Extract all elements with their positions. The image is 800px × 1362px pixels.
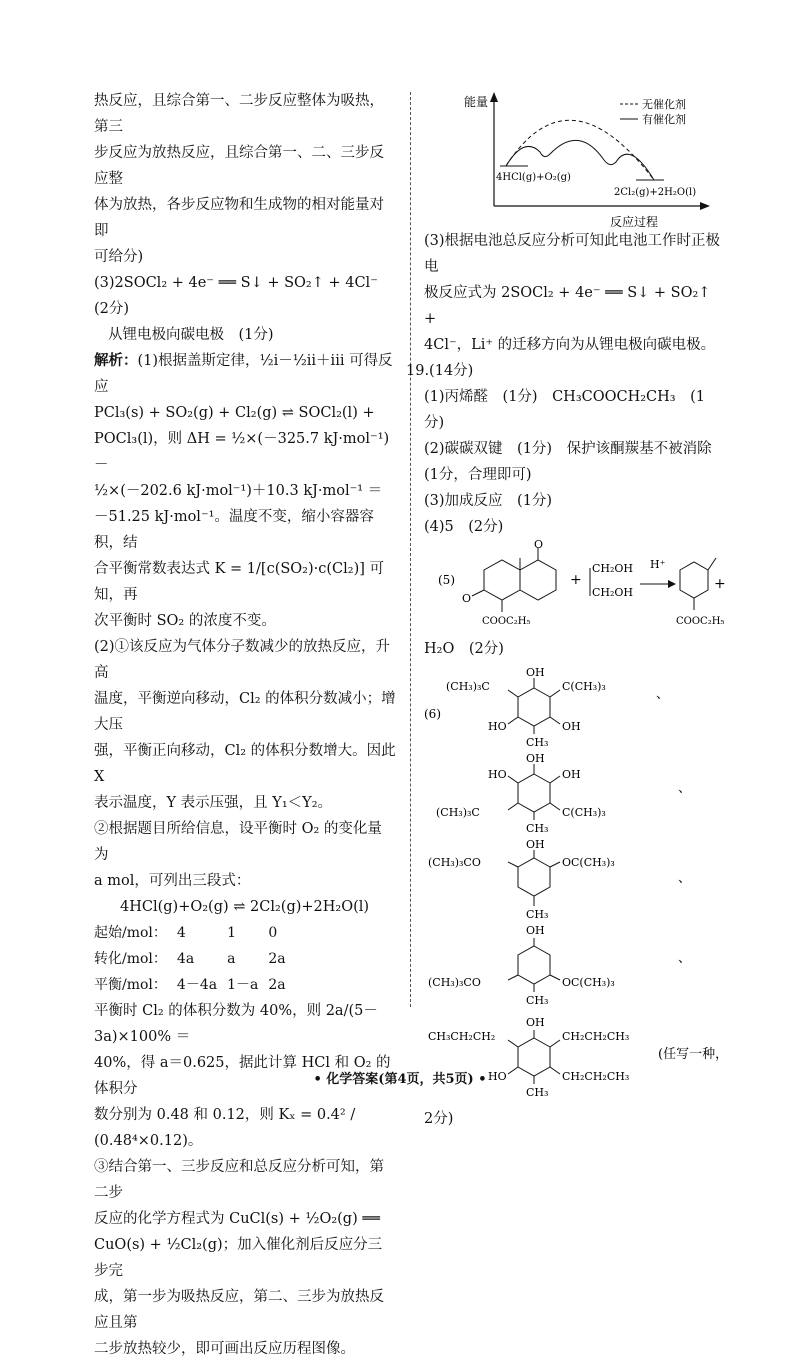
separator: 、 [678,781,692,796]
plus-sign: + [570,572,582,588]
text-line: 反应的化学方程式为 CuCl(s) + ½O₂(g) ══ [94,1211,380,1227]
ester-label-2: COOC₂H₅ [676,616,725,627]
text-line: 温度，平衡逆向移动，Cl₂ 的体积分数减小；增大压 [94,691,396,733]
text-line: 表示温度，Y 表示压强，且 Y₁＜Y₂。 [94,795,333,811]
text-line: ½×(－202.6 kJ·mol⁻¹)＋10.3 kJ·mol⁻¹ ＝ [94,483,383,499]
s5-oh: OH [526,1016,545,1029]
table-row: 平衡/mol： 4－4a 1－a 2a [94,977,286,993]
right-column [406,88,729,1132]
text-line: 极反应式为 2SOCl₂ + 4e⁻ ══ S↓ + SO₂↑ + [424,285,711,327]
product-molecule [680,558,716,610]
text-line: 平衡时 Cl₂ 的体积分数为 40%，则 2a/(5－3a)×100% ＝ [94,1003,378,1045]
reactants-label: 4HCl(g)+O₂(g) [496,172,571,183]
s5-ch3: CH₃ [526,1086,549,1099]
reagent-bottom: CH₂OH [592,586,634,599]
s5-tl: CH₃CH₂CH₂ [428,1030,496,1043]
s1-tr: C(CH₃)₃ [562,680,606,693]
legend-solid: 有催化剂 [642,113,686,126]
reaction-arrowhead [668,580,676,588]
text-line: PCl₃(s) + SO₂(g) + Cl₂(g) ⇌ SOCl₂(l) + [94,405,375,421]
item-5-label: (5) [438,573,455,587]
text-line: 热反应，且综合第一、二步反应整体为吸热，第三 [94,93,384,135]
text-line: 强，平衡正向移动，Cl₂ 的体积分数增大。因此 X [94,743,396,785]
text-line: 可给分) [94,249,144,265]
text-line: CuO(s) + ½Cl₂(g)；加入催化剂后反应分三步完 [94,1237,383,1279]
answer-3-equation: (3)2SOCl₂ + 4e⁻ ══ S↓ + SO₂↑ + 4Cl⁻ (2分) [94,275,393,317]
text-line: 40%，得 a＝0.625，据此计算 HCl 和 O₂ 的体积分 [94,1055,391,1097]
ketone-o: O [534,538,544,551]
s1-ho: HO [488,720,507,733]
column-divider [410,92,411,1007]
products-label: 2Cl₂(g)+2H₂O(l) [614,187,697,198]
ice-equation: 4HCl(g)+O₂(g) ⇌ 2Cl₂(g)+2H₂O(l) [120,899,370,915]
s4-l: (CH₃)₃CO [428,976,481,989]
s4-oh: OH [526,924,545,937]
table-row: 转化/mol： 4a a 2a [94,951,286,967]
text-line: (2)碳碳双键 (1分) 保护该酮羰基不被消除 [424,441,712,457]
structure-3 [508,850,560,906]
ester-label-1: COOC₂H₅ [482,616,531,627]
s3-ch3: CH₃ [526,908,549,921]
x-axis-label: 反应过程 [610,215,659,229]
left-column [94,88,396,1362]
separator: 、 [656,687,670,702]
score-note: 2分) [424,1111,454,1127]
s5-ho: HO [488,1070,507,1083]
text-line: (3)根据电池总反应分析可知此电池工作时正极电 [424,233,721,275]
table-row: 起始/mol： 4 1 0 [94,925,278,941]
s2-br: C(CH₃)₃ [562,806,606,819]
s5-tr: CH₂CH₂CH₃ [562,1030,630,1043]
s2-oh-t: OH [526,752,545,765]
s1-oh-top: OH [526,666,545,679]
s1-tl: (CH₃)₃C [446,680,490,693]
y-axis-arrow [490,92,498,102]
plus-sign-2: + [714,576,726,592]
text-line: POCl₃(l)，则 ΔH = ½×(－325.7 kJ·mol⁻¹)－ [94,431,390,473]
text-line: 合平衡常数表达式 K = 1/[c(SO₂)·c(Cl₂)] 可知，再 [94,561,384,603]
s5-br: CH₂CH₂CH₃ [562,1070,630,1083]
text-line: 次平衡时 SO₂ 的浓度不变。 [94,613,276,629]
question-19-heading: 19.(14分) [406,363,474,379]
analysis-label: 解析： [94,352,138,369]
x-axis-arrow [700,202,710,210]
s2-bl: (CH₃)₃C [436,806,480,819]
s3-oh: OH [526,838,545,851]
any-one-note: (任写一种， [658,1047,729,1062]
text-line: (4)5 (2分) [424,519,504,535]
y-axis-label: 能量 [464,95,489,109]
text-line: 数分别为 0.48 和 0.12，则 Kₓ = 0.4² / (0.48⁴×0.12)。 [94,1107,356,1149]
structure-4 [508,938,560,992]
analysis-line: 解析：(1)根据盖斯定律，½i－½ii＋iii 可得反应 [94,352,393,395]
s4-ch3: CH₃ [526,994,549,1007]
legend-dashed: 无催化剂 [642,98,686,111]
text-line: 成，第一步为吸热反应，第二、三步为放热反应且第 [94,1289,384,1331]
s1-ch3: CH₃ [526,736,549,749]
reaction-scheme [424,540,724,636]
s3-l: (CH₃)₃CO [428,856,481,869]
text-line: ②根据题目所给信息，设平衡时 O₂ 的变化量为 [94,821,382,863]
enone-o: O [462,592,472,605]
structure-1 [508,678,560,734]
page-footer: • 化学答案(第4页，共5页) • [313,1072,487,1087]
reagent-top: CH₂OH [592,562,634,575]
text-line: (2)①该反应为气体分子数减少的放热反应，升高 [94,639,391,681]
reactant-molecule [472,548,556,612]
item-6-label: (6) [424,707,441,721]
text-line: 二步放热较少，即可画出反应历程图像。 [94,1341,355,1357]
text-line: －51.25 kJ·mol⁻¹。温度不变，缩小容器容积，结 [94,509,374,551]
ice-table [94,920,296,998]
answer-3-direction: 从锂电极向碳电极 (1分) [108,327,274,343]
s4-r: OC(CH₃)₃ [562,976,615,989]
s2-ho: HO [488,768,507,781]
catalyst-label: H⁺ [650,558,666,571]
s2-oh-r: OH [562,768,581,781]
water-line: H₂O (2分) [424,641,504,657]
text-line: 体为放热，各步反应物和生成物的相对能量对即 [94,197,384,239]
text-line: 步反应为放热反应，且综合第一、二、三步反应整 [94,145,384,187]
s1-oh-br: OH [562,720,581,733]
isomer-structures [424,662,729,1112]
text-line: (1)丙烯醛 (1分) CH₃COOCH₂CH₃ (1分) [424,389,705,431]
separator: 、 [678,951,692,966]
text-line: ③结合第一、三步反应和总反应分析可知，第二步 [94,1159,384,1201]
text-line: (3)加成反应 (1分) [424,493,553,509]
text-line: a mol，可列出三段式： [94,873,251,889]
text-line: (1分，合理即可) [424,467,532,483]
s2-ch3: CH₃ [526,822,549,835]
separator: 、 [678,871,692,886]
s3-r: OC(CH₃)₃ [562,856,615,869]
energy-profile-diagram [424,88,724,228]
text-line: 4Cl⁻，Li⁺ 的迁移方向为从锂电极向碳电极。 [424,337,716,353]
structure-2 [508,764,560,820]
